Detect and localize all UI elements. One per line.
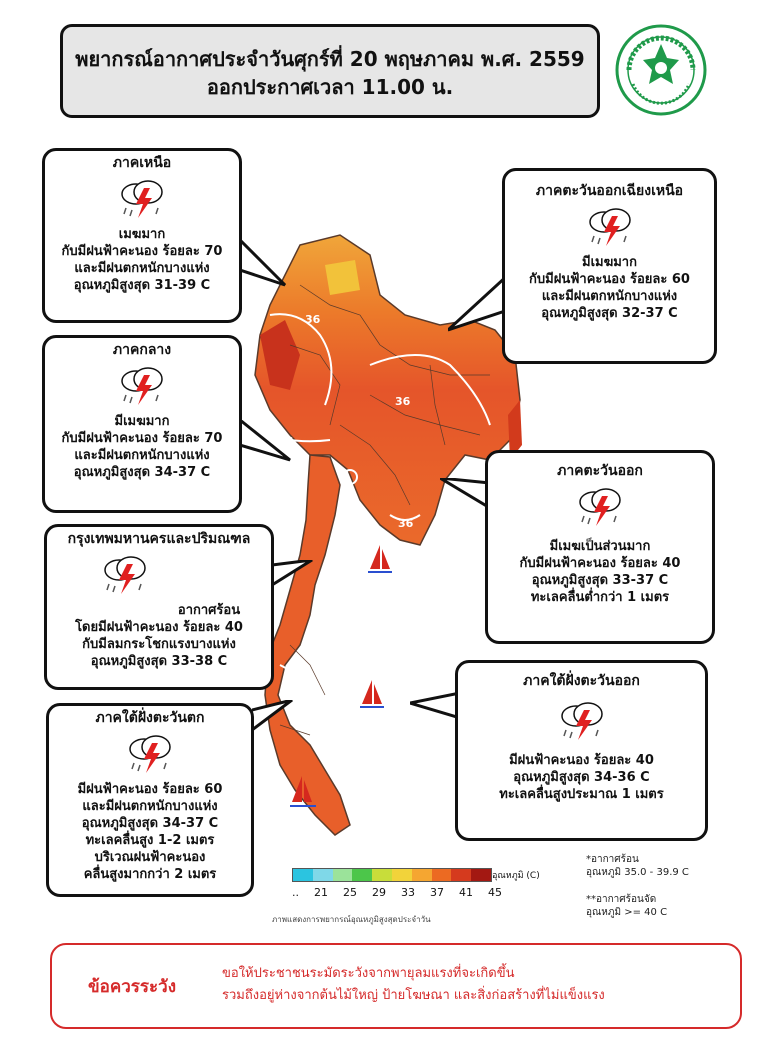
region-northeast-line: และมีฝนตกหนักบางแห่ง [541, 289, 678, 304]
note-hot-title: *อากาศร้อน [586, 854, 639, 865]
warning-text [222, 963, 605, 1007]
meteorological-department-logo-icon [615, 24, 707, 116]
region-northeast-title: ภาคตะวันออกเฉียงเหนือ [535, 183, 684, 199]
legend-swatch [313, 869, 333, 881]
sailboat-icon [368, 545, 392, 572]
thunderstorm-icon [554, 700, 610, 744]
legend-tick: 29 [372, 886, 386, 899]
region-bangkok-line: อากาศร้อน [177, 603, 241, 618]
thunderstorm-icon [97, 554, 153, 598]
legend-tick: 45 [488, 886, 502, 899]
bubble-tail [410, 688, 460, 728]
legend-unit: อุณหภูมิ (C) [492, 871, 540, 881]
legend-ticks [292, 886, 502, 899]
region-northeast-line: มีเมฆมาก [582, 255, 637, 270]
region-southeast-line: อุณหภูมิสูงสุด 34-36 C [513, 770, 650, 785]
region-east-title: ภาคตะวันออก [557, 463, 643, 479]
region-southeast-bubble [455, 660, 708, 841]
region-southwest-line: มีฝนฟ้าคะนอง ร้อยละ 60 [77, 782, 223, 797]
legend-tick: 41 [459, 886, 473, 899]
note-hot-range: อุณหภูมิ 35.0 - 39.9 C [586, 867, 689, 878]
region-bangkok-line: โดยมีฝนฟ้าคะนอง ร้อยละ 40 [75, 620, 243, 635]
legend-swatch [471, 869, 491, 881]
sailboat-icon [290, 776, 316, 810]
bubble-tail [252, 700, 302, 740]
thunderstorm-icon [582, 206, 638, 250]
bubble-tail [240, 420, 300, 470]
isotherm-label: 36 [305, 313, 321, 326]
forecast-title: พยากรณ์อากาศประจำวันศุกร์ที่ 20 พฤษภาคม พ.ศ. 2559 [75, 47, 585, 71]
legend-color-bar [292, 868, 492, 882]
region-northeast-line: อุณหภูมิสูงสุด 32-37 C [541, 306, 678, 321]
thunderstorm-icon [122, 733, 178, 777]
region-southwest-bubble [46, 703, 254, 897]
legend-swatch [372, 869, 392, 881]
region-north-line: อุณหภูมิสูงสุด 31-39 C [73, 278, 211, 293]
region-southwest-line: และมีฝนตกหนักบางแห่ง [82, 799, 218, 814]
region-east-line: อุณหภูมิสูงสุด 33-37 C [531, 573, 669, 588]
region-southeast-line: ทะเลคลื่นสูงประมาณ 1 เมตร [499, 787, 664, 802]
region-north-line: และมีฝนตกหนักบางแห่ง [74, 261, 210, 276]
legend-tick: 21 [314, 886, 328, 899]
warning-line: รวมถึงอยู่ห่างจากต้นไม้ใหญ่ ป้ายโฆษณา และสิ่งก่อสร้างที่ไม่แข็งแรง [222, 988, 605, 1003]
region-east-line: กับมีฝนฟ้าคะนอง ร้อยละ 40 [519, 556, 681, 571]
isotherm-label: 36 [395, 395, 411, 408]
region-central-line: อุณหภูมิสูงสุด 34-37 C [73, 465, 211, 480]
legend-swatch [432, 869, 452, 881]
thunderstorm-icon [572, 486, 628, 530]
region-southwest-title: ภาคใต้ฝั่งตะวันตก [95, 710, 205, 726]
region-bangkok-title: กรุงเทพมหานครและปริมณฑล [67, 531, 251, 547]
isotherm-label: 36 [398, 517, 414, 530]
temperature-legend [292, 868, 540, 899]
note-very-hot-range: อุณหภูมิ >= 40 C [586, 907, 668, 918]
region-east-line: มีเมฆเป็นส่วนมาก [549, 539, 651, 554]
region-central-title: ภาคกลาง [112, 342, 172, 358]
legend-tick: 33 [401, 886, 415, 899]
sailboat-icon [360, 680, 384, 707]
note-very-hot [586, 893, 667, 919]
region-central-line: มีเมฆมาก [114, 414, 170, 429]
bubble-tail [440, 478, 490, 518]
thunderstorm-icon [114, 178, 170, 222]
legend-tick: 25 [343, 886, 357, 899]
legend-tick: 37 [430, 886, 444, 899]
region-north-title: ภาคเหนือ [112, 155, 172, 171]
region-southwest-line: ทะเลคลื่นสูง 1-2 เมตร [85, 833, 215, 848]
region-southeast-line: มีฝนฟ้าคะนอง ร้อยละ 40 [509, 753, 654, 768]
region-northeast-bubble [502, 168, 717, 364]
warning-line: ขอให้ประชาชนระมัดระวังจากพายุลมแรงที่จะเกิดขึ้น [222, 966, 515, 981]
legend-swatch [412, 869, 432, 881]
region-southeast-title: ภาคใต้ฝั่งตะวันออก [523, 673, 640, 689]
legend-swatch [392, 869, 412, 881]
region-east-bubble [485, 450, 715, 644]
bubble-tail [240, 240, 300, 300]
region-north-line: เมฆมาก [118, 227, 166, 242]
region-southwest-line: คลื่นสูงมากกว่า 2 เมตร [83, 867, 217, 882]
legend-swatch [293, 869, 313, 881]
region-central-line: และมีฝนตกหนักบางแห่ง [74, 448, 210, 463]
note-very-hot-title: **อากาศร้อนจัด [586, 894, 657, 905]
warning-box [50, 943, 742, 1029]
header-box [60, 24, 600, 118]
region-southwest-line: บริเวณฝนฟ้าคะนอง [94, 850, 206, 865]
legend-caption: ภาพแสดงการพยากรณ์อุณหภูมิสูงสุดประจำวัน [272, 915, 431, 924]
region-bangkok-line: กับมีลมกระโชกแรงบางแห่ง [82, 637, 236, 652]
legend-swatch [352, 869, 372, 881]
issue-time: ออกประกาศเวลา 11.00 น. [206, 75, 454, 99]
isotherm-label: 36 [278, 435, 294, 448]
region-northeast-line: กับมีฝนฟ้าคะนอง ร้อยละ 60 [529, 272, 690, 287]
bubble-tail [448, 275, 508, 335]
region-southwest-line: อุณหภูมิสูงสุด 34-37 C [81, 816, 219, 831]
thunderstorm-icon [114, 365, 170, 409]
region-bangkok-bubble [44, 524, 274, 690]
region-central-line: กับมีฝนฟ้าคะนอง ร้อยละ 70 [61, 431, 223, 446]
note-hot [586, 853, 689, 879]
region-central-bubble [42, 335, 242, 513]
warning-title: ข้อควรระวัง [88, 977, 176, 997]
region-bangkok-line: อุณหภูมิสูงสุด 33-38 C [90, 654, 228, 669]
region-north-line: กับมีฝนฟ้าคะนอง ร้อยละ 70 [61, 244, 223, 259]
region-east-line: ทะเลคลื่นต่ำกว่า 1 เมตร [530, 590, 670, 605]
legend-swatch [333, 869, 353, 881]
legend-tick: .. [292, 886, 299, 899]
bubble-tail [272, 560, 322, 600]
region-north-bubble [42, 148, 242, 323]
legend-swatch [451, 869, 471, 881]
